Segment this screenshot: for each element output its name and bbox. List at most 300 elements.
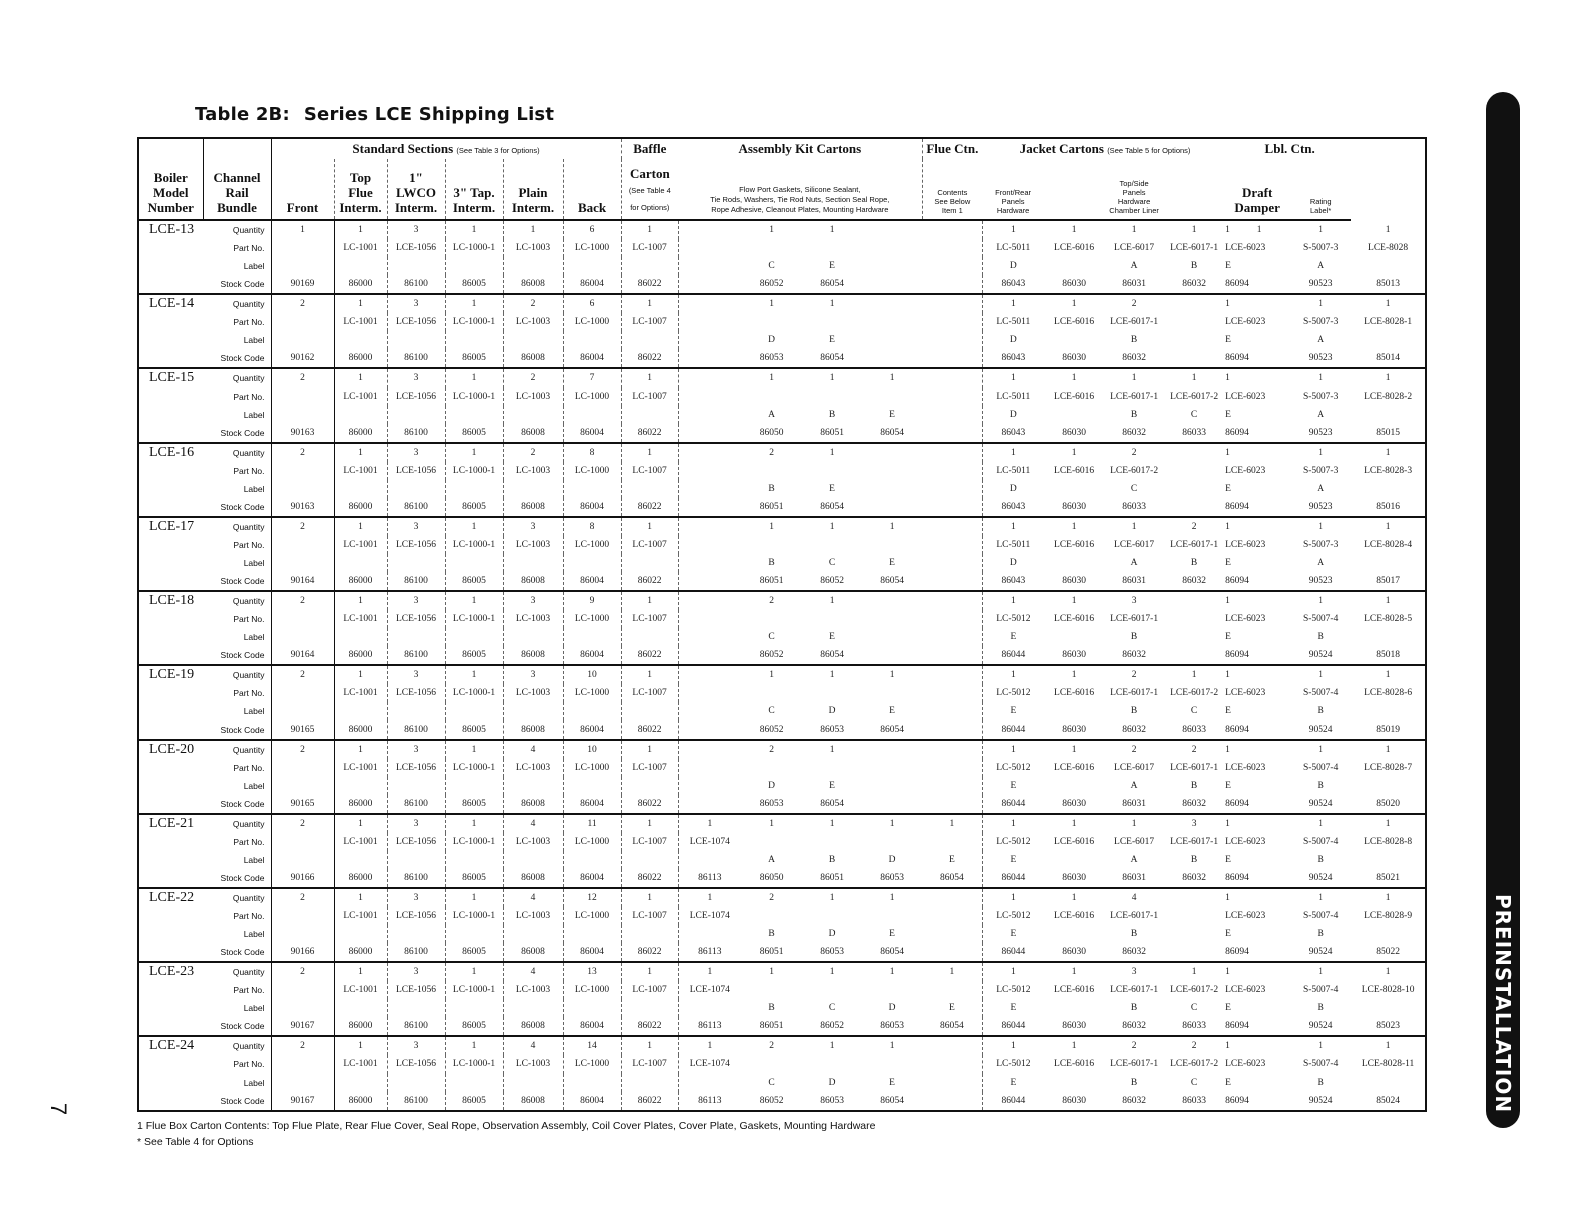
cell	[621, 257, 678, 275]
row-label: Quantity	[232, 225, 265, 236]
cell: 1	[445, 443, 503, 462]
cell: 1	[1044, 517, 1104, 536]
row-label: Stock Code	[220, 947, 265, 958]
cell: 86033	[1182, 1095, 1206, 1106]
cell: 86008	[503, 720, 563, 739]
cell: 86051	[759, 947, 784, 958]
cell	[334, 406, 387, 424]
cell: LC-1003	[503, 759, 563, 777]
row-label: Part No.	[233, 1059, 265, 1070]
cell: LCE-6023	[1225, 985, 1266, 996]
table-row	[139, 498, 1425, 517]
cell: 1	[1224, 1036, 1228, 1055]
cell	[621, 925, 678, 943]
cell: B	[1130, 1077, 1138, 1088]
model-number: LCE-14	[139, 294, 203, 368]
row-label: Label	[243, 929, 265, 940]
table-row	[139, 388, 1425, 406]
cell	[1351, 925, 1425, 943]
row-label: Label	[243, 558, 265, 568]
cell	[334, 1074, 387, 1092]
cell: E	[889, 409, 895, 420]
cell	[1228, 628, 1290, 646]
cell: E	[1225, 409, 1231, 420]
cell: 1	[1224, 665, 1228, 684]
cell	[271, 536, 334, 554]
cell	[1228, 1036, 1290, 1055]
cell: 1	[802, 294, 862, 313]
cell: 3	[387, 814, 445, 833]
col-boiler-model: Boiler Model Number	[139, 159, 203, 220]
row-label: Quantity	[203, 665, 271, 684]
cell: 1	[1290, 665, 1351, 684]
cell	[503, 1074, 563, 1092]
cell: 1	[1351, 368, 1425, 387]
cell	[271, 331, 334, 349]
cell: 1	[621, 591, 678, 610]
cell: 90524	[1308, 1095, 1333, 1106]
cell: D	[982, 406, 1044, 424]
cell	[1164, 498, 1224, 517]
cell	[678, 1074, 741, 1092]
cell: LC-5011	[982, 462, 1044, 480]
cell: 86032	[1122, 724, 1146, 735]
cell: LCE-6016	[1054, 391, 1095, 402]
row-label: Quantity	[203, 368, 271, 387]
cell: B	[1317, 1077, 1324, 1088]
footnote-2: * See Table 4 for Options	[137, 1136, 254, 1148]
row-label: Stock Code	[220, 798, 265, 809]
cell: 86054	[820, 279, 844, 290]
cell: 1	[741, 368, 802, 387]
cell	[922, 777, 982, 795]
cell: 9	[563, 591, 621, 610]
cell: LCE-8028-8	[1364, 836, 1413, 847]
cell: 1	[621, 517, 678, 536]
cell: 85018	[1376, 650, 1400, 661]
cell	[741, 536, 802, 554]
cell	[563, 406, 621, 424]
cell: 1	[982, 220, 1044, 239]
cell: 86054	[880, 1095, 904, 1106]
cell: LC-1000	[563, 536, 621, 554]
cell: 86030	[1062, 724, 1086, 735]
cell: 1	[334, 814, 387, 833]
group-header-row	[139, 139, 1425, 159]
cell: 1	[862, 665, 922, 684]
cell: 86022	[621, 1092, 678, 1110]
cell	[922, 554, 982, 572]
cell: 13	[563, 962, 621, 981]
cell: 1	[1044, 962, 1104, 981]
cell: 86043	[982, 572, 1044, 591]
cell	[334, 777, 387, 795]
cell: 1	[862, 517, 922, 536]
cell: 1	[1351, 591, 1425, 610]
row-label: Stock Code	[220, 279, 265, 290]
table-row	[139, 665, 1425, 684]
cell: 2	[741, 740, 802, 759]
cell: LCE-1056	[387, 239, 445, 257]
cell: 86094	[1225, 1095, 1249, 1106]
cell: 86054	[880, 427, 904, 438]
cell: LCE-1056	[387, 907, 445, 925]
cell	[1164, 443, 1224, 462]
cell: B	[768, 1003, 775, 1014]
cell: 85020	[1376, 798, 1400, 809]
cell	[862, 349, 922, 368]
cell: 86022	[621, 1017, 678, 1036]
cell: 86008	[503, 498, 563, 517]
cell: 1	[621, 443, 678, 462]
cell	[334, 999, 387, 1017]
cell: 86100	[387, 572, 445, 591]
cell	[922, 1074, 982, 1092]
cell: 1	[802, 962, 862, 981]
cell: 1	[271, 220, 334, 239]
cell	[387, 777, 445, 795]
cell: 86005	[445, 869, 503, 888]
cell	[271, 777, 334, 795]
cell: 1	[334, 443, 387, 462]
cell: 86052	[759, 650, 784, 661]
cell	[1228, 851, 1290, 869]
cell: 2	[741, 888, 802, 907]
cell: 86000	[334, 572, 387, 591]
cell: LC-1003	[503, 313, 563, 331]
cell: 86030	[1062, 650, 1086, 661]
cell	[271, 257, 334, 275]
cell: 86008	[503, 424, 563, 443]
cell: 86032	[1122, 1021, 1146, 1032]
model-number: LCE-17	[139, 517, 203, 591]
cell: B	[1130, 929, 1138, 940]
cell	[802, 239, 862, 257]
cell: LC-1007	[621, 610, 678, 628]
table-row	[139, 275, 1425, 294]
cell: 86000	[334, 720, 387, 739]
cell: LC-1003	[503, 462, 563, 480]
cell: 86051	[759, 576, 784, 587]
cell: 86033	[1182, 724, 1206, 735]
cell: E	[982, 628, 1044, 646]
cell: LC-1000-1	[445, 833, 503, 851]
cell	[563, 777, 621, 795]
cell: LCE-6017	[1114, 243, 1155, 254]
cell: 1	[1351, 888, 1425, 907]
cell: LCE-8028-2	[1364, 391, 1413, 402]
cell: 1	[1225, 225, 1230, 236]
cell: LC-1003	[503, 907, 563, 925]
cell	[387, 480, 445, 498]
table-row	[139, 962, 1425, 981]
col-top-side: Top/Side Panels Hardware Chamber Liner	[1044, 159, 1224, 220]
cell	[922, 1036, 982, 1055]
cell: 86113	[678, 1017, 741, 1036]
cell: 1	[1290, 962, 1351, 981]
cell	[503, 999, 563, 1017]
cell: LCE-6017-1	[1110, 317, 1159, 328]
cell	[503, 702, 563, 720]
cell: 86043	[982, 498, 1044, 517]
cell: 90163	[271, 424, 334, 443]
cell: 2	[741, 591, 802, 610]
row-label: Stock Code	[220, 427, 265, 438]
cell: 3	[387, 368, 445, 387]
cell	[387, 925, 445, 943]
cell: 4	[503, 962, 563, 981]
cell: LC-1001	[334, 981, 387, 999]
footnotes	[137, 1118, 875, 1150]
cell	[1164, 591, 1224, 610]
cell: LCE-6017-2	[1170, 985, 1219, 996]
cell: 3	[1164, 814, 1224, 833]
table-number: Table 2B:	[195, 104, 290, 125]
cell: 1	[621, 740, 678, 759]
cell: LCE-6016	[1054, 836, 1095, 847]
cell	[678, 349, 741, 368]
cell	[1164, 610, 1224, 628]
cell	[1228, 331, 1290, 349]
row-label: Quantity	[203, 1036, 271, 1055]
cell: LC-1000	[563, 1055, 621, 1073]
cell: 7	[563, 368, 621, 387]
cell	[1164, 646, 1224, 665]
cell: D	[828, 929, 836, 940]
cell	[922, 1055, 982, 1073]
cell: 86031	[1122, 872, 1146, 883]
cell: E	[1225, 1003, 1231, 1014]
cell: E	[1225, 706, 1231, 717]
cell	[1164, 331, 1224, 349]
cell: B	[828, 854, 836, 865]
cell: 86053	[759, 353, 784, 364]
cell	[922, 943, 982, 962]
cell: LC-5012	[982, 759, 1044, 777]
cell	[678, 275, 741, 294]
cell: 86054	[880, 724, 904, 735]
cell: 1	[802, 814, 862, 833]
table-row	[139, 294, 1425, 313]
cell: 90162	[271, 349, 334, 368]
cell	[922, 275, 982, 294]
cell: LC-5012	[982, 833, 1044, 851]
cell: 86033	[1182, 1021, 1206, 1032]
row-label: Stock Code	[220, 872, 265, 883]
cell: 86008	[503, 1092, 563, 1110]
cell: 1	[982, 740, 1044, 759]
cell: 85023	[1376, 1021, 1400, 1032]
cell	[741, 981, 802, 999]
cell: LC-5012	[982, 907, 1044, 925]
cell	[741, 907, 802, 925]
cell	[1164, 628, 1224, 646]
cell: 86053	[820, 724, 844, 735]
table-row	[139, 257, 1425, 275]
table-row	[139, 833, 1425, 851]
cell: S-5007-4	[1302, 836, 1339, 847]
cell: LCE-6017-1	[1170, 836, 1219, 847]
cell	[621, 628, 678, 646]
cell: 86051	[820, 872, 844, 883]
cell: 1	[1290, 443, 1351, 462]
cell: 86000	[334, 349, 387, 368]
cell: C	[1190, 1003, 1198, 1014]
cell	[678, 610, 741, 628]
cell: 86094	[1225, 947, 1249, 958]
cell: LC-1001	[334, 907, 387, 925]
cell: 86030	[1062, 501, 1086, 512]
cell: 1	[1351, 294, 1425, 313]
cell: 86043	[982, 424, 1044, 443]
cell: LCE-6017-2	[1110, 465, 1159, 476]
row-label: Part No.	[233, 317, 265, 328]
cell: S-5007-4	[1302, 911, 1339, 922]
cell: 86032	[1122, 947, 1146, 958]
cell: 1	[1351, 962, 1425, 981]
cell: 90164	[271, 572, 334, 591]
cell	[1164, 480, 1224, 498]
cell: B	[1130, 632, 1138, 643]
cell: 86005	[445, 720, 503, 739]
model-number: LCE-19	[139, 665, 203, 739]
cell: 3	[1104, 591, 1164, 610]
cell: LCE-1056	[387, 981, 445, 999]
cell	[802, 388, 862, 406]
cell	[1044, 628, 1104, 646]
cell: 86052	[820, 1021, 844, 1032]
row-label: Label	[243, 706, 265, 717]
cell: B	[768, 558, 775, 568]
cell: E	[1225, 632, 1231, 643]
cell	[1228, 1074, 1290, 1092]
cell: 1	[445, 220, 503, 239]
cell: D	[768, 335, 775, 346]
row-label: Part No.	[233, 985, 265, 996]
cell	[387, 628, 445, 646]
cell: 86094	[1225, 724, 1249, 735]
cell: 85022	[1376, 947, 1400, 958]
cell: S-5007-3	[1302, 391, 1339, 402]
cell: 1	[802, 368, 862, 387]
cell: A	[1317, 409, 1325, 420]
row-label: Stock Code	[220, 1095, 265, 1106]
cell: 1	[982, 814, 1044, 833]
cell: LC-1000	[563, 462, 621, 480]
cell: 1	[334, 1036, 387, 1055]
cell	[445, 702, 503, 720]
cell: 86094	[1225, 353, 1249, 364]
cell: 86030	[1062, 798, 1086, 809]
cell: 1	[1224, 591, 1228, 610]
cell	[678, 720, 741, 739]
cell: 1	[1224, 368, 1228, 387]
cell	[621, 851, 678, 869]
col-front: Front	[271, 159, 334, 220]
cell: 86043	[982, 275, 1044, 294]
cell: 1	[1224, 740, 1228, 759]
cell: LCE-8028-7	[1364, 762, 1413, 773]
cell: 1	[445, 1036, 503, 1055]
cell	[862, 907, 922, 925]
cell: 86054	[939, 872, 964, 883]
cell: 10	[563, 740, 621, 759]
cell: LC-1000-1	[445, 1055, 503, 1073]
cell	[1228, 368, 1290, 387]
cell: LCE-6023	[1225, 1059, 1266, 1070]
cell: 1	[1224, 962, 1228, 981]
table-row	[139, 591, 1425, 610]
cell	[334, 702, 387, 720]
cell	[1164, 294, 1224, 313]
cell: E	[1225, 558, 1231, 568]
cell: 90523	[1308, 576, 1333, 587]
cell: LCE-6017-1	[1110, 391, 1159, 402]
cell: 1	[1224, 443, 1228, 462]
cell	[1044, 851, 1104, 869]
cell: 86005	[445, 646, 503, 665]
cell	[1228, 925, 1290, 943]
cell: S-5007-4	[1302, 762, 1339, 773]
row-label: Label	[243, 854, 265, 865]
cell	[1228, 406, 1290, 424]
page-number: 7	[46, 1102, 72, 1116]
cell: LC-1000	[563, 684, 621, 702]
cell	[1351, 406, 1425, 424]
cell: E	[1225, 780, 1231, 791]
cell: 90167	[271, 1092, 334, 1110]
cell: LC-1003	[503, 1055, 563, 1073]
cell: 2	[271, 294, 334, 313]
cell: 3	[387, 962, 445, 981]
page-title	[195, 104, 554, 125]
cell	[621, 777, 678, 795]
table-row	[139, 740, 1425, 759]
cell: LCE-6016	[1054, 539, 1095, 550]
cell	[678, 628, 741, 646]
cell: LC-1003	[503, 388, 563, 406]
cell	[445, 554, 503, 572]
cell	[862, 1055, 922, 1073]
cell	[802, 610, 862, 628]
cell: B	[1190, 854, 1198, 865]
row-label: Stock Code	[220, 724, 265, 735]
cell: LCE-6016	[1054, 985, 1095, 996]
cell	[741, 239, 802, 257]
cell: 1	[1290, 517, 1351, 536]
cell: 8	[563, 517, 621, 536]
cell: 1	[741, 665, 802, 684]
cell: 90524	[1308, 798, 1333, 809]
cell: 1	[1224, 294, 1228, 313]
cell	[1228, 517, 1290, 536]
cell	[741, 833, 802, 851]
cell	[1044, 999, 1104, 1017]
cell: 86000	[334, 795, 387, 814]
cell	[862, 443, 922, 462]
table-row	[139, 462, 1425, 480]
cell: 90523	[1308, 353, 1333, 364]
cell	[563, 554, 621, 572]
cell: LCE-6016	[1054, 465, 1095, 476]
cell: 90524	[1308, 872, 1333, 883]
col-top-flue: Top Flue Interm.	[334, 159, 387, 220]
cell: 86044	[982, 646, 1044, 665]
cell: 86094	[1225, 650, 1249, 661]
cell	[678, 443, 741, 462]
cell	[1351, 257, 1425, 275]
cell: B	[1130, 706, 1138, 717]
